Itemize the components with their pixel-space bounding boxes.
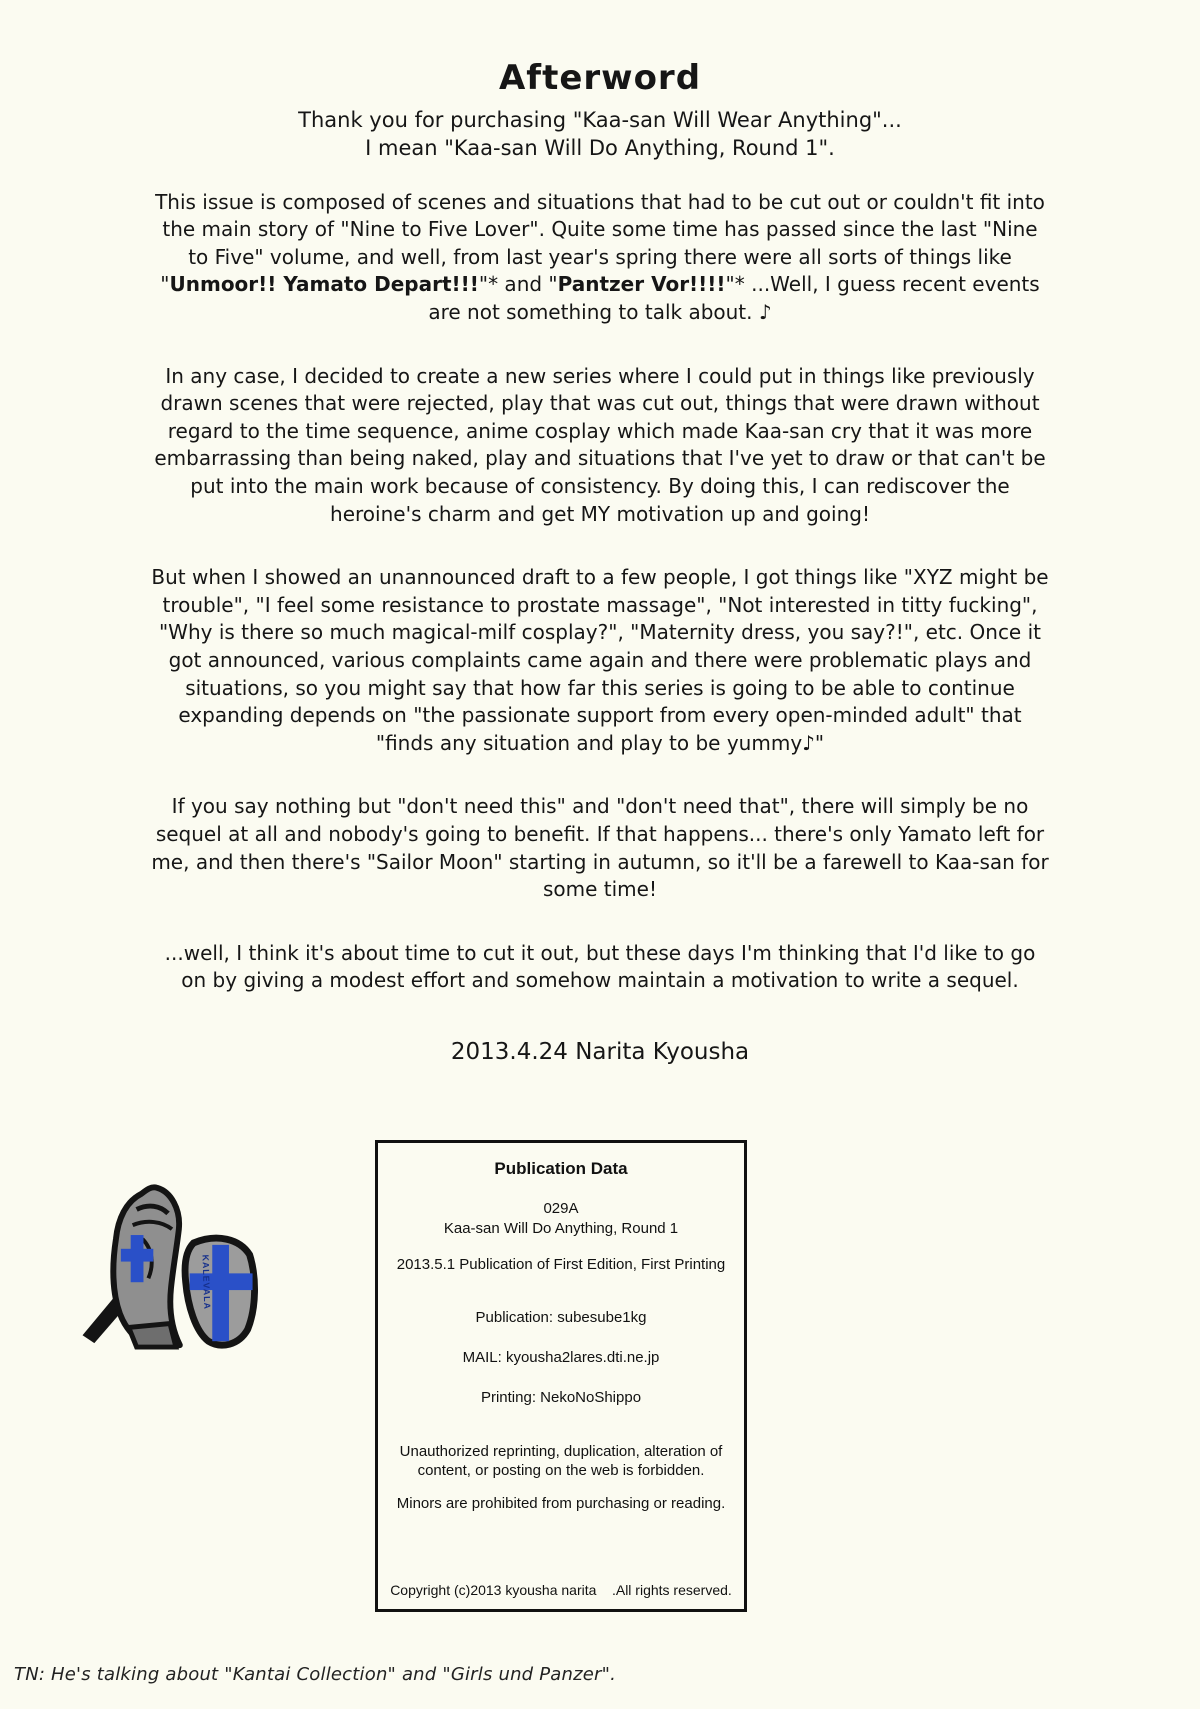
paragraph-1-bold-title-2: Pantzer Vor!!!! — [557, 272, 726, 297]
publication-copyright: Copyright (c)2013 kyousha narita .All rights reserved. — [390, 1581, 732, 1598]
publication-publisher: Publication: subesube1kg — [475, 1308, 647, 1326]
page-title: Afterword — [498, 58, 702, 98]
publication-notice-minors: Minors are prohibited from purchasing or reading. — [396, 1494, 726, 1512]
publication-printing: Printing: NekoNoShippo — [480, 1388, 642, 1406]
publication-heading: Publication Data — [494, 1159, 628, 1178]
translator-note: TN: He's talking about "Kantai Collection" and "Girls und Panzer". — [14, 1664, 617, 1685]
knight-body — [113, 1187, 179, 1347]
paragraph-1-text-mid: "* and " — [478, 272, 558, 297]
intro-line-1: Thank you for purchasing "Kaa-san Will Wear Anything"... — [298, 108, 902, 132]
publication-mail: MAIL: kyousha2lares.dti.ne.jp — [462, 1348, 660, 1366]
paragraph-1 — [150, 189, 1050, 327]
shield-text: KALEVALA — [200, 1254, 213, 1311]
publication-edition: 2013.5.1 Publication of First Edition, First Printing — [396, 1255, 726, 1273]
publication-notice-reprinting: Unauthorized reprinting, duplication, alteration of content, or posting on the web is forbidden. — [399, 1442, 723, 1479]
paragraph-3: But when I showed an unannounced draft to a few people, I got things like "XYZ might be trouble", "I feel some resistance to prostate massage", "Not interested in titty fucking", "Why is there so much magical-milf cosplay?", "Maternity dress, you say?!", etc. Once it got announced, various complaints came again and there were problematic plays and situations, so you might say that how far this series is going to be able to continue expanding depends on "the passionate support from every open-minded adult" that "finds any situation and play to be yummy♪" — [151, 565, 1049, 755]
paragraph-1-text-end: "* ...Well, I guess recent events are not something to talk about. ♪ — [428, 272, 1040, 325]
paragraph-1-text: This issue is composed of scenes and situations that had to be cut out or couldn't fit into the main story of "Nine to Five Lover". Quite some time has passed since the last "Nine to Five" volume, and well, from last year's spring there were all sorts of things like " — [155, 189, 1045, 297]
paragraph-2: In any case, I decided to create a new series where I could put in things like previously drawn scenes that were rejected, play that was cut out, things that were drawn without regard to the time sequence, anime cosplay which made Kaa-san cry that it was more embarrassing than being naked, play and situations that I've yet to draw or that can't be put into the main work because of consistency. By doing this, I can rediscover the heroine's charm and get MY motivation up and going! — [154, 363, 1046, 526]
publication-data-box — [375, 1140, 747, 1612]
paragraph-5: ...well, I think it's about time to cut it out, but these days I'm thinking that I'd like to go on by giving a modest effort and somehow maintain a motivation to write a sequel. — [164, 940, 1036, 993]
paragraph-1-bold-title-1: Unmoor!! Yamato Depart!!! — [169, 272, 479, 297]
paragraph-4: If you say nothing but "don't need this" and "don't need that", there will simply be no sequel at all and nobody's going to benefit. If that happens... there's only Yamato left for me, and then there's "Sailor Moon" starting in autumn, so it'll be a farewell to Kaa-san for some time! — [151, 794, 1049, 902]
afterword-page — [150, 58, 1050, 1065]
publication-code: 029A — [543, 1200, 579, 1217]
intro-line-2: I mean "Kaa-san Will Do Anything, Round 1". — [365, 136, 835, 161]
knight-illustration — [78, 1180, 263, 1352]
author-date-signature: 2013.4.24 Narita Kyousha — [450, 1038, 750, 1065]
publication-book-title: Kaa-san Will Do Anything, Round 1 — [443, 1220, 679, 1238]
shield-icon — [185, 1238, 255, 1345]
